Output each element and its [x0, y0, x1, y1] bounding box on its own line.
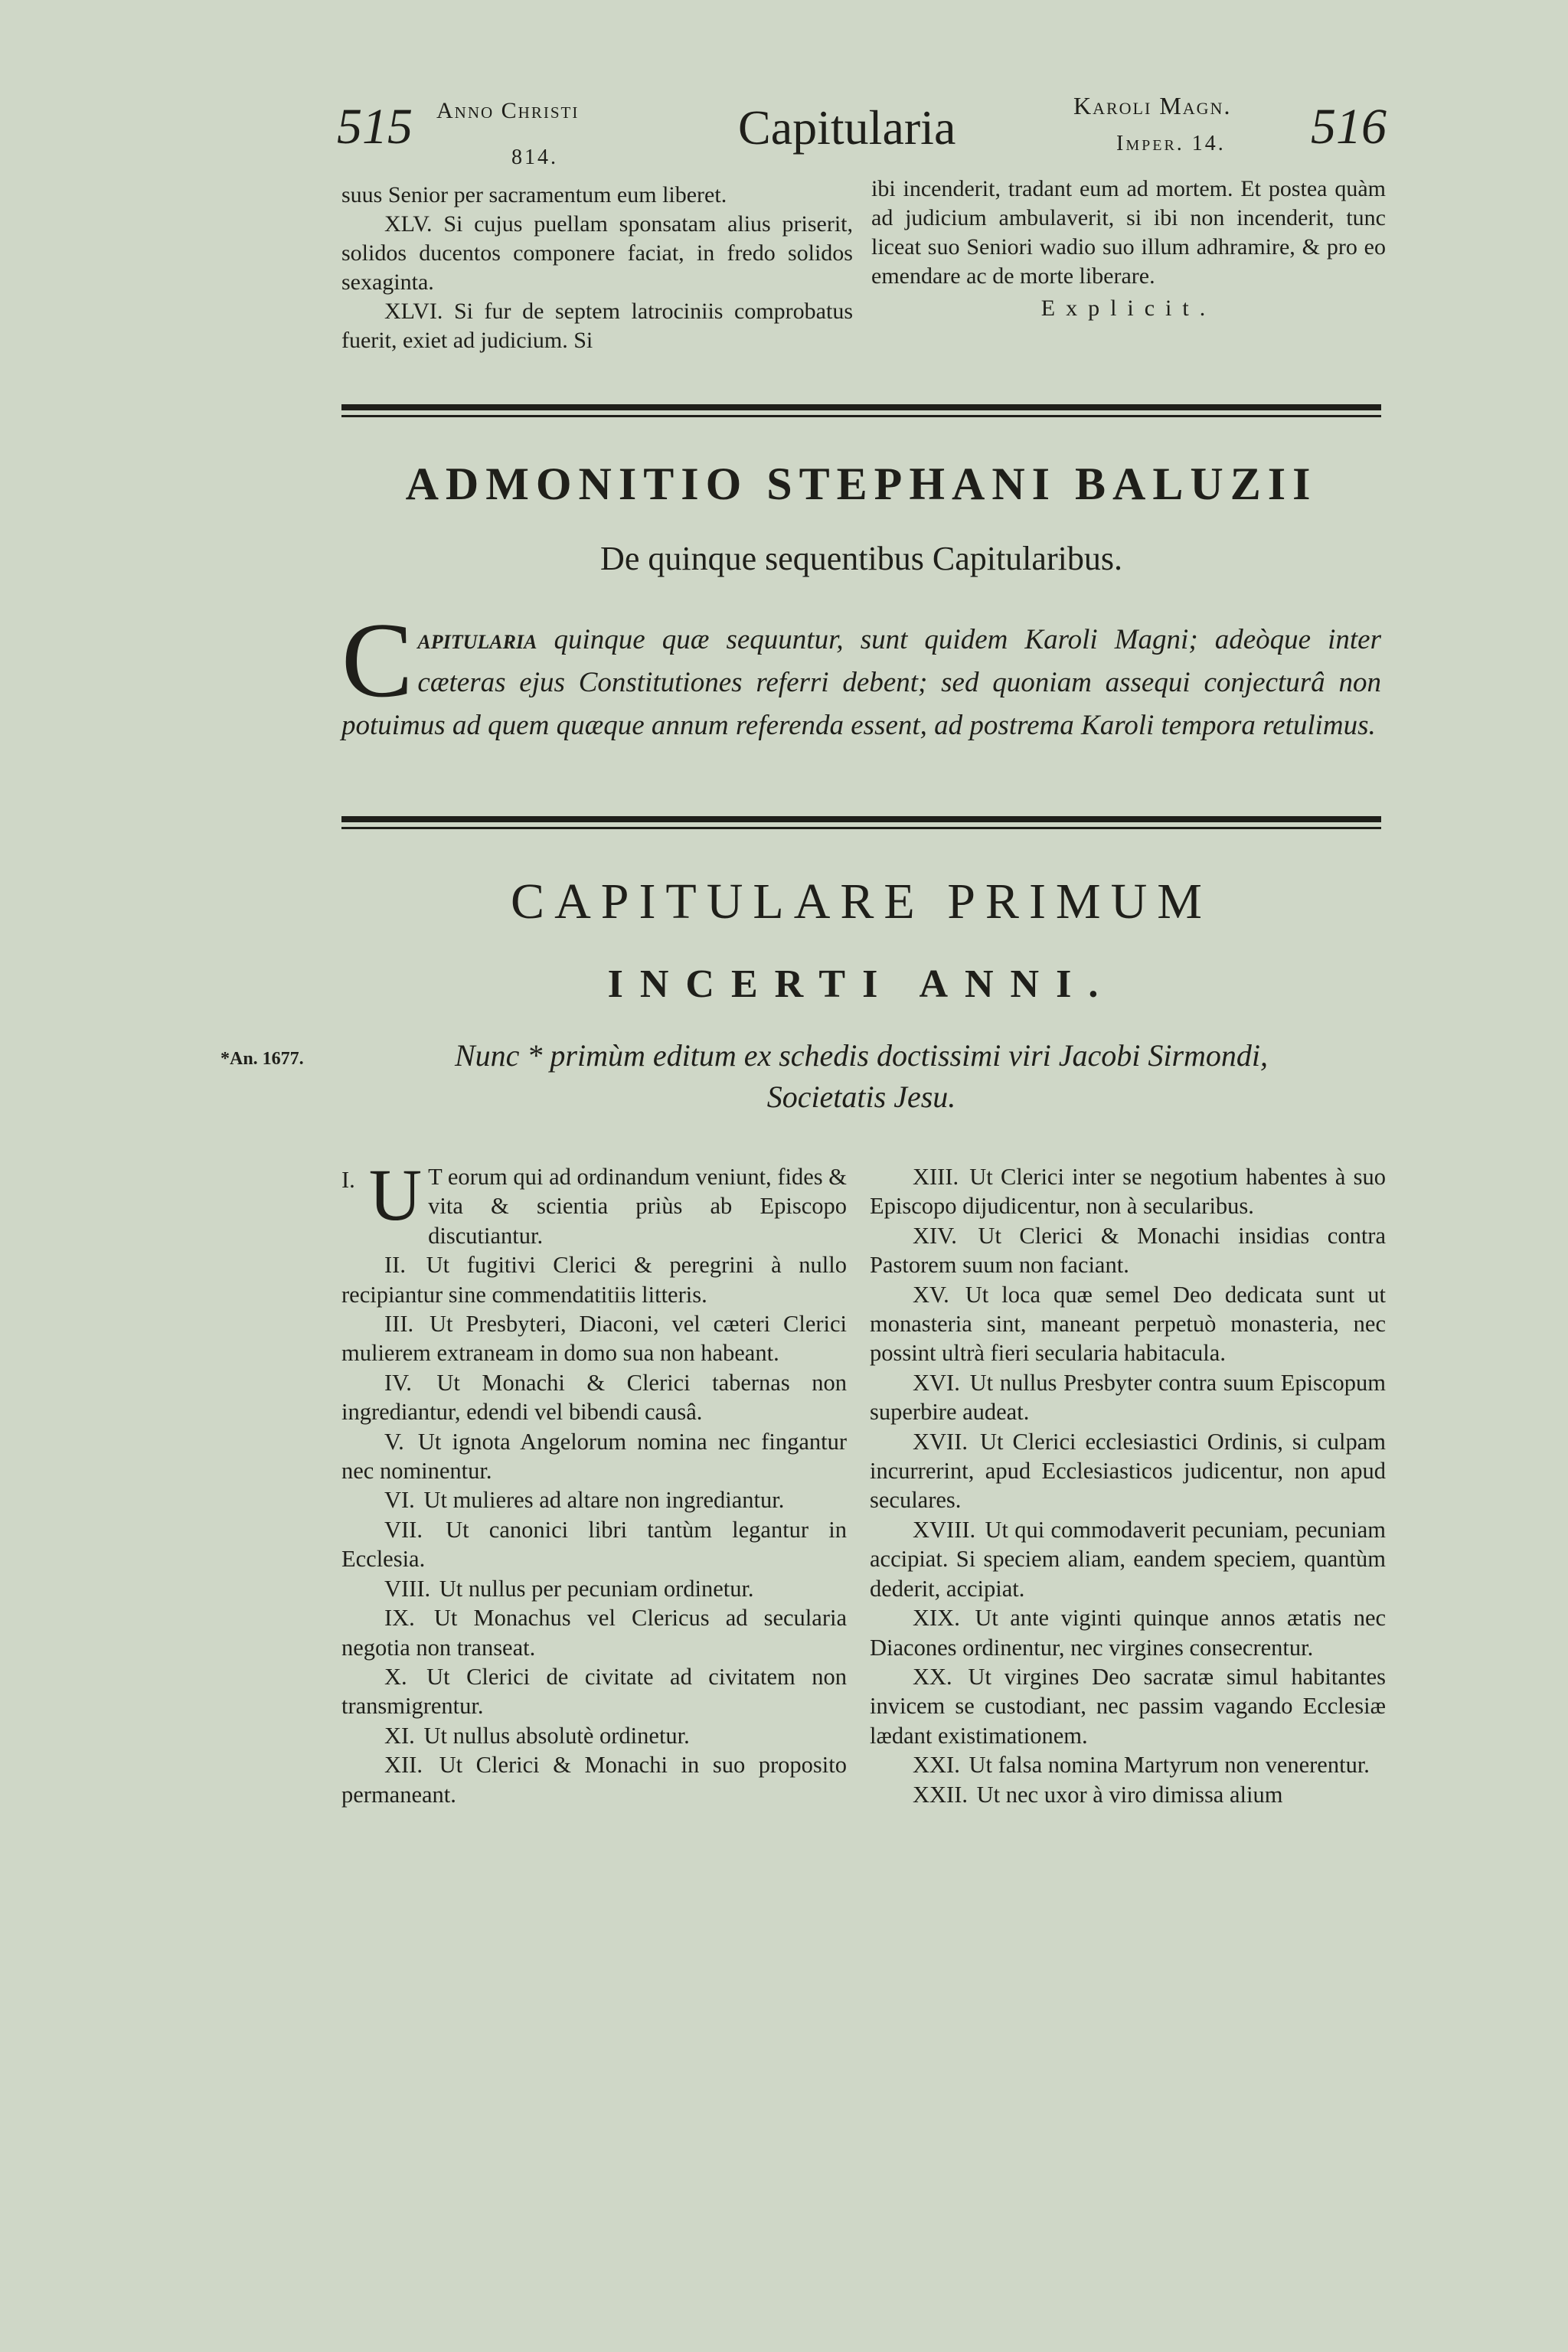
lead-word: apitularia: [417, 624, 537, 655]
chapter-text: Ut Clerici & Monachi insidias contra Pastorem suum non faciant.: [870, 1222, 1387, 1279]
chapter-text: Ut falsa nomina Martyrum non venerentur.: [969, 1752, 1370, 1779]
chapter-text: Ut nullus per pecuniam ordinetur.: [439, 1575, 754, 1602]
chapter-item: [341, 1368, 847, 1427]
chapter-item: [341, 1515, 847, 1574]
rule-thin: [341, 415, 1381, 417]
chapter-number: XXI.: [913, 1752, 960, 1779]
intro-line: Nunc * primùm editum ex schedis doctissimi viri Jacobi Sirmondi,: [454, 1038, 1269, 1073]
drop-capital: C: [341, 601, 413, 720]
double-rule: [341, 404, 1381, 417]
chapter-text: Ut Presbyteri, Diaconi, vel cæteri Clerici mulierem extraneam in domo sua non habeant.: [341, 1311, 847, 1367]
chapter-item: [341, 1250, 847, 1309]
chapter-number: III.: [384, 1311, 414, 1338]
capitulare-title: CAPITULARE PRIMUM: [511, 874, 1212, 929]
chapter-number: XVI.: [913, 1369, 960, 1396]
page-number-left: 515: [337, 99, 413, 155]
chapter-text: Ut nullus absolutè ordinetur.: [423, 1722, 690, 1749]
double-rule: [341, 816, 1381, 829]
year-label: Anno Christi: [436, 98, 580, 123]
paragraph: ibi incenderit, tradant eum ad mortem. Et postea quàm ad judicium ambulaverit, si ibi non incenderit, tunc liceat suo Seniori wadio suo illum adhramire, & pro eo emendare ac de morte liberare.: [871, 176, 1386, 289]
chapter-item: [870, 1780, 1386, 1809]
rule-thick: [341, 816, 1381, 822]
admonitio-body: [341, 601, 1381, 747]
paragraph: XLVI. Si fur de septem latrociniis comprobatus fuerit, exiet ad judicium. Si: [341, 299, 853, 353]
chapter-text: Ut Monachus vel Clericus ad secularia negotia non transeat.: [341, 1605, 847, 1661]
chapter-text: Ut loca quæ semel Deo dedicata sunt ut monasteria sint, maneant perpetuò monasteria, nec possint ultrà fieri secularia habitacula.: [870, 1281, 1386, 1367]
chapter-text: T eorum qui ad ordinandum veniunt, fides & vita & scientia priùs ab Episcopo discutiantur.: [428, 1164, 847, 1249]
ruler-label: Karoli Magn.: [1073, 92, 1232, 119]
chapter-item: [870, 1603, 1386, 1662]
chapter-number: XVII.: [913, 1428, 968, 1455]
chapter-item: [870, 1280, 1386, 1368]
chapter-item: [341, 1309, 847, 1368]
admonitio-title: ADMONITIO STEPHANI BALUZII: [405, 459, 1318, 509]
chapter-item: [341, 1485, 847, 1514]
chapter-number: II.: [384, 1252, 406, 1279]
chapter-item: [870, 1368, 1386, 1427]
chapter-number: IX.: [384, 1605, 415, 1632]
paragraph: XLV. Si cujus puellam sponsatam alius priserit, solidos ducentos componere faciat, in fredo solidos sexaginta.: [341, 211, 853, 295]
chapter-text: Ut virgines Deo sacratæ simul habitantes invicem se custodiant, nec passim vagando Ecclesiæ lædant existimationem.: [870, 1663, 1386, 1749]
running-title: Capitularia: [738, 100, 956, 155]
chapter-number: V.: [384, 1428, 404, 1455]
capitulare-intro: [341, 1035, 1381, 1118]
chapter-text: Ut fugitivi Clerici & peregrini à nullo recipiantur sine commendatitiis litteris.: [341, 1252, 847, 1308]
margin-note: *An. 1677.: [220, 1049, 304, 1069]
top-left-column: [341, 181, 853, 355]
year-value: 814.: [511, 145, 558, 169]
chapter-item: [341, 1662, 847, 1721]
chapter-number: XIV.: [913, 1222, 957, 1249]
chapter-text: Ut Clerici inter se negotium habentes à suo Episcopo dijudicentur, non à secularibus.: [870, 1164, 1386, 1220]
rule-thick: [341, 404, 1381, 410]
admonitio-text: quinque quæ sequuntur, sunt quidem Karoli Magni; adeòque inter cæteras ejus Constitutiones referri debent; sed quoniam assequi conjecturâ non potuimus ad quem quæque annum referenda essent, ad postrema Karoli tempora retulimus.: [341, 624, 1381, 741]
chapter-item: [341, 1721, 847, 1750]
chapter-text: Ut ignota Angelorum nomina nec fingantur nec nominentur.: [341, 1428, 847, 1485]
chapter-number: XXII.: [913, 1781, 968, 1808]
chapter-number: XIX.: [913, 1605, 960, 1632]
chapter-item: [870, 1515, 1386, 1603]
drop-capital: U: [368, 1154, 423, 1236]
chapter-item: [870, 1162, 1386, 1221]
explicit-mark: Explicit.: [1040, 296, 1217, 321]
chapter-item: [870, 1221, 1386, 1280]
chapter-item: [341, 1750, 847, 1809]
chapter-number: XII.: [384, 1752, 423, 1779]
chapter-number: IV.: [384, 1369, 412, 1396]
rule-thin: [341, 827, 1381, 829]
chapter-item: [341, 1603, 847, 1662]
intro-line: Societatis Jesu.: [766, 1080, 956, 1114]
chapter-number: VI.: [384, 1487, 415, 1514]
chapter-number: I.: [341, 1167, 355, 1193]
chapter-text: Ut Clerici & Monachi in suo proposito permaneant.: [341, 1752, 847, 1808]
chapter-text: Ut nec uxor à viro dimissa alium: [976, 1781, 1283, 1808]
chapter-text: Ut Monachi & Clerici tabernas non ingrediantur, edendi vel bibendi causâ.: [341, 1369, 847, 1426]
chapter-item: [341, 1427, 847, 1486]
chapter-text: Ut mulieres ad altare non ingrediantur.: [423, 1487, 785, 1514]
chapter-item: [870, 1750, 1386, 1779]
chapter-text: Ut canonici libri tantùm legantur in Ecclesia.: [341, 1516, 847, 1573]
chapter-number: XV.: [913, 1281, 949, 1308]
paragraph: suus Senior per sacramentum eum liberet.: [341, 182, 727, 207]
chapter-number: VIII.: [384, 1575, 431, 1602]
chapter-text: Ut qui commodaverit pecuniam, pecuniam accipiat. Si speciem aliam, eandem speciem, quantùm dederit, accipiat.: [870, 1516, 1386, 1602]
chapter-number: XX.: [913, 1663, 952, 1690]
chapter-number: XVIII.: [913, 1516, 976, 1543]
chapter-text: Ut Clerici de civitate ad civitatem non transmigrentur.: [341, 1663, 847, 1720]
top-right-column: [871, 175, 1386, 323]
chapters-left-column: [341, 1154, 847, 1809]
chapter-item: [341, 1154, 847, 1250]
chapter-item: [341, 1574, 847, 1603]
ruler-year: Imper. 14.: [1116, 132, 1226, 155]
chapter-number: VII.: [384, 1516, 423, 1543]
chapter-number: XI.: [384, 1722, 415, 1749]
chapter-number: XIII.: [913, 1164, 959, 1190]
chapter-number: X.: [384, 1663, 407, 1690]
page-number-right: 516: [1311, 99, 1387, 155]
chapter-text: Ut ante viginti quinque annos ætatis nec Diacones ordinentur, nec virgines consecrentur.: [870, 1605, 1387, 1661]
chapter-item: [870, 1427, 1386, 1515]
admonitio-subtitle: De quinque sequentibus Capitularibus.: [600, 540, 1122, 577]
capitulare-subtitle: INCERTI ANNI.: [607, 962, 1116, 1006]
chapter-item: [870, 1662, 1386, 1750]
chapters-right-column: [870, 1162, 1386, 1809]
chapter-text: Ut Clerici ecclesiastici Ordinis, si culpam incurrerint, apud Ecclesiasticos judicentur, non apud seculares.: [870, 1428, 1387, 1514]
chapter-text: Ut nullus Presbyter contra suum Episcopum superbire audeat.: [870, 1369, 1387, 1426]
